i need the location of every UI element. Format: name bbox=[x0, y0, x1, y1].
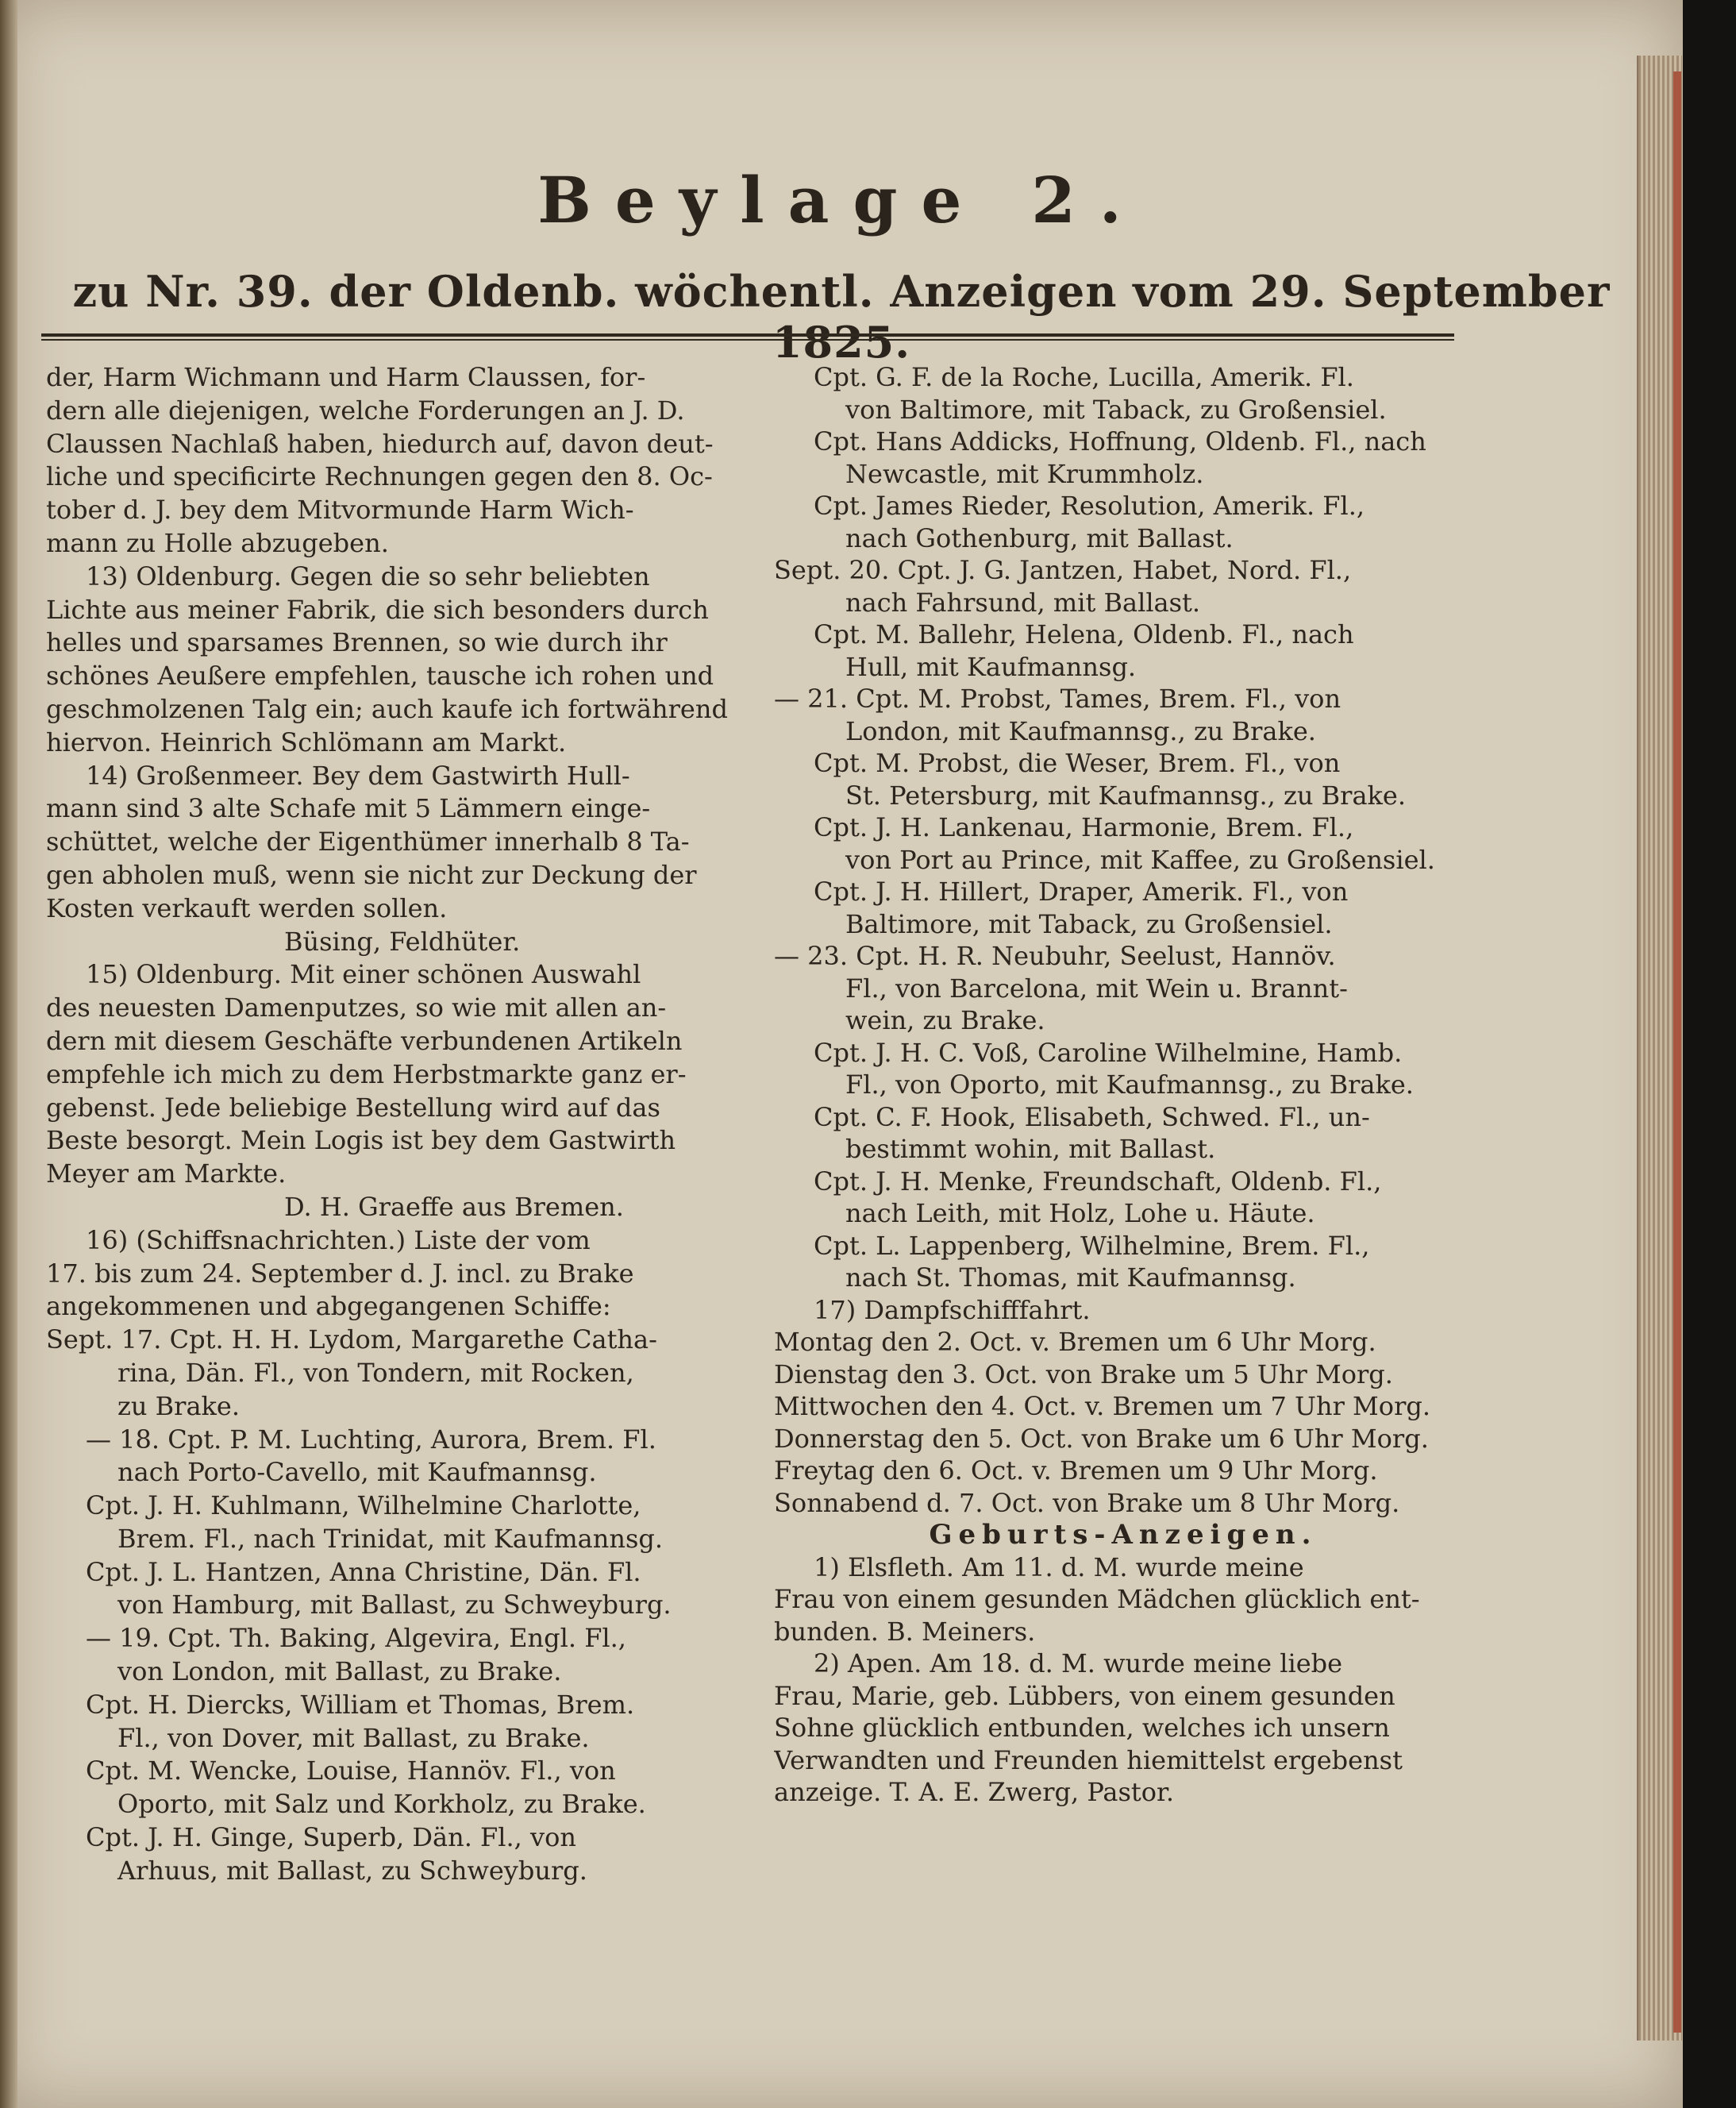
right-column-line: Montag den 2. Oct. v. Bremen um 6 Uhr Morg. bbox=[774, 1327, 1376, 1357]
left-column-line: 15) Oldenburg. Mit einer schönen Auswahl bbox=[86, 959, 641, 990]
left-column-line: Cpt. J. H. Ginge, Superb, Dän. Fl., von bbox=[86, 1822, 576, 1853]
right-column-line: bestimmt wohin, mit Ballast. bbox=[845, 1134, 1216, 1164]
left-column-line: Meyer am Markte. bbox=[46, 1158, 287, 1189]
left-column-line: — 18. Cpt. P. M. Luchting, Aurora, Brem. Fl. bbox=[86, 1424, 656, 1455]
left-column-line: nach Porto-Cavello, mit Kaufmannsg. bbox=[117, 1457, 597, 1488]
left-column-line: empfehle ich mich zu dem Herbstmarkte ganz er- bbox=[46, 1058, 687, 1089]
left-column-line: mann sind 3 alte Schafe mit 5 Lämmern einge- bbox=[46, 793, 651, 824]
left-column-line: Kosten verkauft werden sollen. bbox=[46, 892, 448, 923]
left-column-line: gebenst. Jede beliebige Bestellung wird auf das bbox=[46, 1092, 660, 1123]
right-column-line: Cpt. Hans Addicks, Hoffnung, Oldenb. Fl., nach bbox=[814, 426, 1426, 457]
right-column-line: nach Leith, mit Holz, Lohe u. Häute. bbox=[845, 1198, 1315, 1228]
right-column-line: von Port au Prince, mit Kaffee, zu Großensiel. bbox=[845, 844, 1435, 875]
right-column-line: Geburts-Anzeigen. bbox=[929, 1519, 1318, 1551]
left-column-line: Sept. 17. Cpt. H. H. Lydom, Margarethe Catha- bbox=[46, 1324, 657, 1355]
right-column-line: Cpt. J. H. Menke, Freundschaft, Oldenb. Fl., bbox=[814, 1166, 1382, 1197]
right-column-line: Sohne glücklich entbunden, welches ich unsern bbox=[774, 1713, 1390, 1743]
right-column-line: Cpt. J. H. Lankenau, Harmonie, Brem. Fl., bbox=[814, 812, 1354, 842]
right-column-line: Baltimore, mit Taback, zu Großensiel. bbox=[845, 908, 1333, 939]
left-column-line: dern alle diejenigen, welche Forderungen an J. D. bbox=[46, 395, 685, 426]
left-column-line: zu Brake. bbox=[117, 1390, 241, 1421]
right-column-line: Mittwochen den 4. Oct. v. Bremen um 7 Uhr Morg. bbox=[774, 1391, 1431, 1421]
right-column-line: Cpt. J. H. C. Voß, Caroline Wilhelmine, Hamb. bbox=[814, 1037, 1403, 1068]
right-column-line: 2) Apen. Am 18. d. M. wurde meine liebe bbox=[814, 1648, 1343, 1678]
left-column-line: hiervon. Heinrich Schlömann am Markt. bbox=[46, 726, 567, 757]
right-column-line: nach Gothenburg, mit Ballast. bbox=[845, 522, 1234, 553]
right-column-line: Frau von einem gesunden Mädchen glücklich ent- bbox=[774, 1584, 1420, 1614]
right-column-line: St. Petersburg, mit Kaufmannsg., zu Brake. bbox=[845, 780, 1407, 811]
right-column bbox=[774, 361, 1472, 1809]
left-column-line: Brem. Fl., nach Trinidat, mit Kaufmannsg. bbox=[117, 1523, 664, 1554]
right-column-line: Sonnabend d. 7. Oct. von Brake um 8 Uhr Morg. bbox=[774, 1487, 1400, 1518]
right-column-line: Cpt. J. H. Hillert, Draper, Amerik. Fl., von bbox=[814, 877, 1349, 907]
right-column-line: London, mit Kaufmannsg., zu Brake. bbox=[845, 715, 1316, 746]
right-column-line: — 23. Cpt. H. R. Neubuhr, Seelust, Hannöv. bbox=[774, 941, 1336, 971]
left-column-line: Claussen Nachlaß haben, hiedurch auf, davon deut- bbox=[46, 428, 714, 459]
left-column-line: gen abholen muß, wenn sie nicht zur Deckung der bbox=[46, 859, 697, 890]
left-column-line: D. H. Graeffe aus Bremen. bbox=[284, 1191, 624, 1222]
left-column-line: Cpt. M. Wencke, Louise, Hannöv. Fl., von bbox=[86, 1755, 616, 1786]
left-column-line: Oporto, mit Salz und Korkholz, zu Brake. bbox=[117, 1789, 646, 1820]
left-column bbox=[46, 361, 737, 1888]
right-column-line: von Baltimore, mit Taback, zu Großensiel. bbox=[845, 394, 1387, 425]
right-column-line: Sept. 20. Cpt. J. G. Jantzen, Habet, Nord. Fl., bbox=[774, 555, 1352, 585]
left-column-line: Cpt. J. H. Kuhlmann, Wilhelmine Charlotte, bbox=[86, 1490, 641, 1521]
right-column-line: Donnerstag den 5. Oct. von Brake um 6 Uhr Morg. bbox=[774, 1423, 1429, 1454]
left-column-line: Fl., von Dover, mit Ballast, zu Brake. bbox=[117, 1722, 590, 1753]
left-column-line: 16) (Schiffsnachrichten.) Liste der vom bbox=[86, 1224, 591, 1255]
right-column-line: — 21. Cpt. M. Probst, Tames, Brem. Fl., von bbox=[774, 684, 1341, 714]
right-column-line: Cpt. G. F. de la Roche, Lucilla, Amerik. Fl. bbox=[814, 362, 1354, 392]
header-rule bbox=[41, 333, 1454, 341]
left-column-line: schüttet, welche der Eigenthümer innerhalb 8 Ta- bbox=[46, 827, 690, 857]
right-column-line: Cpt. M. Probst, die Weser, Brem. Fl., von bbox=[814, 748, 1341, 778]
left-column-line: tober d. J. bey dem Mitvormunde Harm Wich- bbox=[46, 495, 634, 526]
left-column-line: 13) Oldenburg. Gegen die so sehr beliebten bbox=[86, 561, 650, 592]
left-column-line: von Hamburg, mit Ballast, zu Schweyburg. bbox=[117, 1590, 672, 1621]
left-column-line: rina, Dän. Fl., von Tondern, mit Rocken, bbox=[117, 1357, 634, 1388]
left-column-line: schönes Aeußere empfehlen, tausche ich rohen und bbox=[46, 661, 714, 692]
right-column-line: Frau, Marie, geb. Lübbers, von einem gesunden bbox=[774, 1680, 1395, 1711]
right-column-line: Fl., von Oporto, mit Kaufmannsg., zu Brake. bbox=[845, 1069, 1414, 1100]
left-column-line: — 19. Cpt. Th. Baking, Algevira, Engl. Fl., bbox=[86, 1623, 626, 1654]
left-column-line: angekommenen und abgegangenen Schiffe: bbox=[46, 1291, 611, 1322]
left-column-line: dern mit diesem Geschäfte verbundenen Artikeln bbox=[46, 1025, 683, 1056]
right-column-line: Dienstag den 3. Oct. von Brake um 5 Uhr Morg. bbox=[774, 1358, 1393, 1389]
left-column-line: Cpt. H. Diercks, William et Thomas, Brem. bbox=[86, 1689, 635, 1720]
right-column-line: Cpt. C. F. Hook, Elisabeth, Schwed. Fl., un- bbox=[814, 1101, 1370, 1132]
right-column-line: Cpt. James Rieder, Resolution, Amerik. Fl., bbox=[814, 491, 1365, 521]
left-column-line: Büsing, Feldhüter. bbox=[284, 926, 521, 957]
right-column-line: anzeige. T. A. E. Zwerg, Pastor. bbox=[774, 1777, 1174, 1807]
left-column-line: geschmolzenen Talg ein; auch kaufe ich fortwährend bbox=[46, 693, 728, 724]
right-column-line: Cpt. M. Ballehr, Helena, Oldenb. Fl., nach bbox=[814, 619, 1354, 649]
right-column-line: nach Fahrsund, mit Ballast. bbox=[845, 587, 1201, 618]
left-column-line: Arhuus, mit Ballast, zu Schweyburg. bbox=[117, 1855, 587, 1886]
left-column-line: von London, mit Ballast, zu Brake. bbox=[117, 1656, 562, 1687]
left-column-line: 14) Großenmeer. Bey dem Gastwirth Hull- bbox=[86, 760, 630, 791]
left-column-line: liche und specificirte Rechnungen gegen den 8. Oc- bbox=[46, 461, 713, 492]
supplement-title: Beylage 2. bbox=[537, 163, 1145, 237]
left-column-line: 17. bis zum 24. September d. J. incl. zu Brake bbox=[46, 1258, 634, 1289]
left-column-line: des neuesten Damenputzes, so wie mit allen an- bbox=[46, 992, 667, 1023]
right-column-line: wein, zu Brake. bbox=[845, 1005, 1045, 1035]
right-column-line: Newcastle, mit Krummholz. bbox=[845, 458, 1204, 489]
right-column-line: Freytag den 6. Oct. v. Bremen um 9 Uhr Morg. bbox=[774, 1455, 1378, 1486]
left-column-line: helles und sparsames Brennen, so wie durch ihr bbox=[46, 627, 668, 658]
right-column-line: Verwandten und Freunden hiemittelst ergebenst bbox=[774, 1744, 1403, 1775]
left-column-line: Beste besorgt. Mein Logis ist bey dem Gastwirth bbox=[46, 1125, 676, 1156]
left-column-line: der, Harm Wichmann und Harm Claussen, for- bbox=[46, 362, 646, 392]
right-column-line: Hull, mit Kaufmannsg. bbox=[845, 651, 1137, 682]
right-column-line: 1) Elsfleth. Am 11. d. M. wurde meine bbox=[814, 1551, 1304, 1582]
left-column-line: Cpt. J. L. Hantzen, Anna Christine, Dän. Fl. bbox=[86, 1556, 641, 1587]
left-column-line: Lichte aus meiner Fabrik, die sich besonders durch bbox=[46, 594, 709, 625]
left-column-line: mann zu Holle abzugeben. bbox=[46, 527, 389, 558]
right-column-line: nach St. Thomas, mit Kaufmannsg. bbox=[845, 1262, 1296, 1293]
right-column-line: Cpt. L. Lappenberg, Wilhelmine, Brem. Fl., bbox=[814, 1230, 1370, 1261]
right-column-line: 17) Dampfschifffahrt. bbox=[814, 1294, 1091, 1325]
supplement-subtitle: zu Nr. 39. der Oldenb. wöchentl. Anzeigen vom 29. September 1825. bbox=[72, 266, 1611, 368]
right-column-line: Fl., von Barcelona, mit Wein u. Brannt- bbox=[845, 973, 1348, 1004]
right-column-line: bunden. B. Meiners. bbox=[774, 1616, 1036, 1647]
